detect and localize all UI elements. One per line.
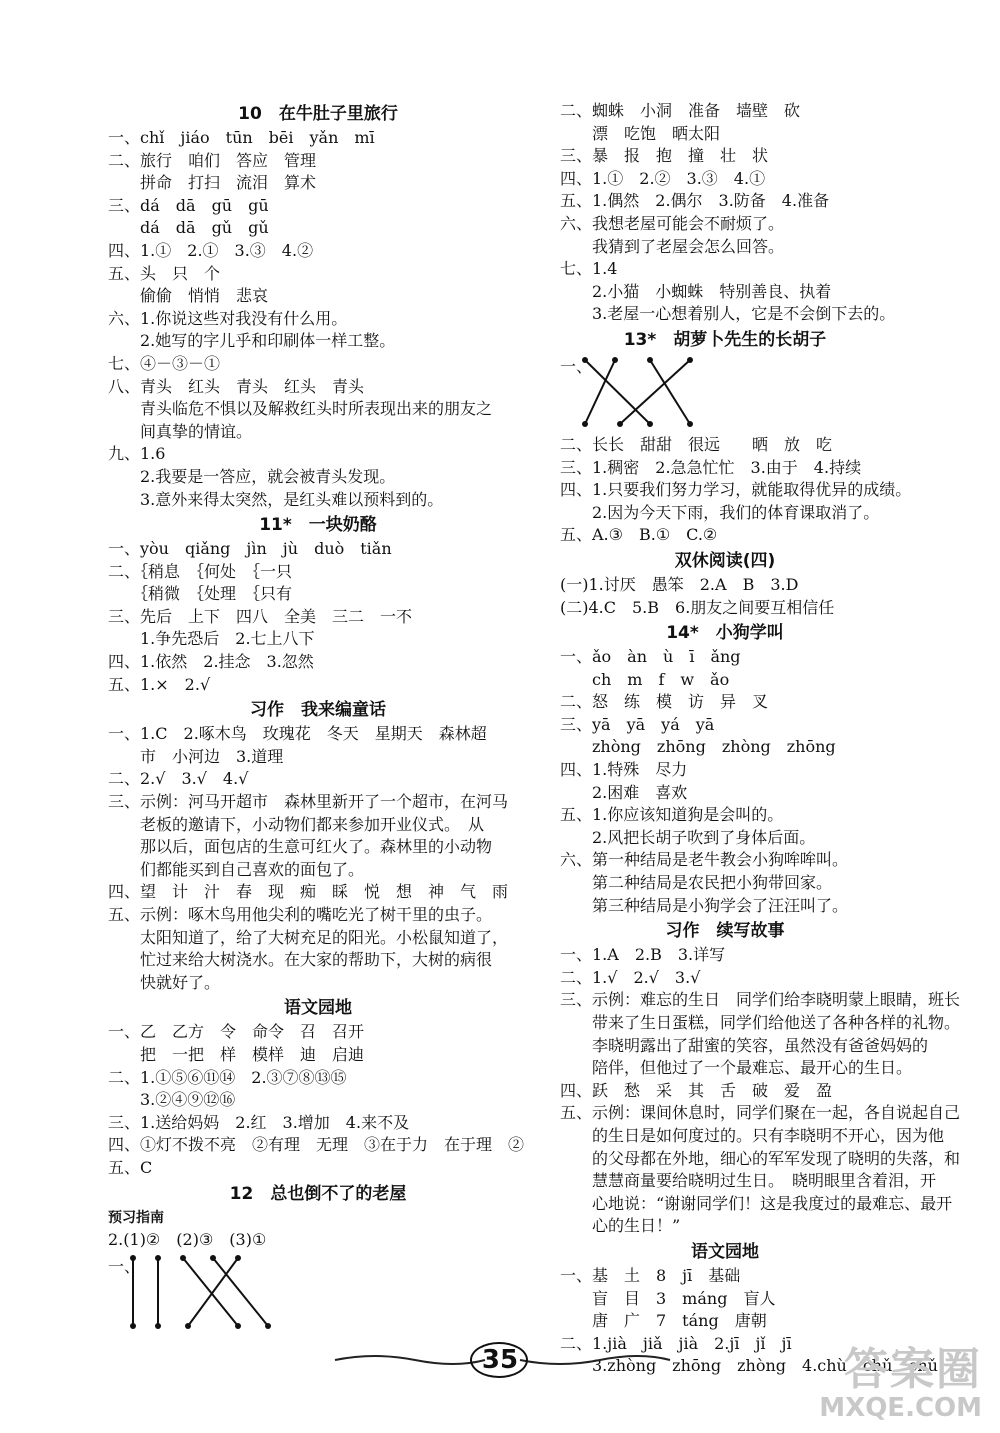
answer-line: 九、1.6 <box>108 444 166 464</box>
answer-line: ch m f w ǎo <box>560 669 730 689</box>
answer-line: 李晓明露出了甜蜜的笑容，虽然没有爸爸妈妈的 <box>560 1035 929 1055</box>
answer-line: 三、dá dā gū gū <box>108 195 269 215</box>
answer-line: 盲 目 3 máng 盲人 <box>560 1288 776 1308</box>
answer-line: 唐 广 7 táng 唐朝 <box>560 1311 767 1331</box>
matching-dot <box>687 421 693 427</box>
answer-line: zhòng zhōng zhòng zhōng <box>560 737 836 757</box>
section-title: 双休阅读(四) <box>674 550 776 571</box>
matching-dot <box>235 1255 241 1261</box>
answer-line: 四、1.只要我们努力学习，就能取得优异的成绩。 <box>560 480 912 500</box>
answer-line: 四、①灯不拨不亮 ②有理 无理 ③在于力 在于理 ② <box>108 1135 525 1155</box>
answer-line: 二、怒 练 模 访 异 叉 <box>560 692 769 712</box>
matching-line <box>585 360 650 424</box>
answer-line: 青头临危不惧以及解救红头时所表现出来的朋友之 <box>108 399 493 419</box>
answer-line: 心地说：“谢谢同学们！这是我度过的最难忘、最开 <box>560 1193 953 1213</box>
answer-line: 2.她写的字儿乎和印刷体一样工整。 <box>108 331 396 351</box>
answer-line: 三、示例：难忘的生日 同学们给李晓明蒙上眼睛，班长 <box>560 990 961 1010</box>
section-title: 语文园地 <box>691 1241 759 1262</box>
answer-line: 五、1.你应该知道狗是会叫的。 <box>560 805 784 825</box>
answer-line: 三、示例：河马开超市 森林里新开了一个超市，在河马 <box>108 792 509 812</box>
answer-line: 3.意外来得太突然，是红头难以预料到的。 <box>108 489 444 509</box>
answer-line: 快就好了。 <box>108 972 221 992</box>
answer-line: 2.因为今天下雨，我们的体育课取消了。 <box>560 502 880 522</box>
answer-line: 二、｛稍息 ｛何处 ｛一只 <box>108 561 293 581</box>
answer-line: 二、旅行 咱们 答应 管理 <box>108 150 317 170</box>
answer-line: 2.小猫 小蜘蛛 特别善良、执着 <box>560 281 832 301</box>
page-number: 35 <box>470 1340 530 1380</box>
answer-line: 太阳知道了，给了大树充足的阳光。小松鼠知道了， <box>108 927 509 947</box>
answer-line: (二)4.C 5.B 6.朋友之间要互相信任 <box>560 597 835 617</box>
matching-dot <box>235 1323 241 1329</box>
answer-line: 的生日是如何度过的。只有李晓明不开心，因为他 <box>560 1125 945 1145</box>
answer-line: 2.困难 喜欢 <box>560 782 688 802</box>
answer-line: dá dā gǔ gǔ <box>108 218 269 238</box>
answer-line: 六、1.你说这些对我没有什么用。 <box>108 308 348 328</box>
answer-line: 四、1.① 2.① 3.③ 4.② <box>108 240 314 260</box>
watermark-url: MXQE.COM <box>819 1393 982 1423</box>
answer-line: 二、1.jià jiǎ jià 2.jī jǐ jī <box>560 1333 792 1353</box>
answer-line: 二、1.√ 2.√ 3.√ <box>560 967 701 987</box>
section-title: 11* 一块奶酪 <box>259 515 377 536</box>
matching-dot <box>185 1323 191 1329</box>
section-title: 习作 我来编童话 <box>250 700 386 721</box>
section-title: 习作 续写故事 <box>665 921 785 942</box>
answer-line: 慧慧商量要给晓明过生日。 晓明眼里含着泪，开 <box>560 1171 937 1191</box>
answer-line: 二、蜘蛛 小洞 准备 墙壁 砍 <box>560 101 801 120</box>
answer-line: 第二种结局是农民把小狗带回家。 <box>560 873 833 893</box>
matching-dot <box>687 357 693 363</box>
diagram-label: 一、 <box>560 356 593 376</box>
matching-dot <box>210 1255 216 1261</box>
right-flourish <box>520 1352 670 1368</box>
watermark <box>772 1333 982 1423</box>
answer-line: 第三种结局是小狗学会了汪汪叫了。 <box>560 895 849 915</box>
answer-line: 漂 吃饱 晒太阳 <box>560 123 721 143</box>
matching-lines-icon <box>580 356 780 428</box>
left-column <box>108 100 528 1334</box>
answer-line: 一、乙 乙方 令 命令 召 召开 <box>108 1022 365 1042</box>
answer-line: 五、示例：课间休息时，同学们聚在一起，各自说起自己 <box>560 1103 961 1123</box>
answer-line: 一、yòu qiǎng jìn jù duò tiǎn <box>108 539 392 559</box>
answer-line: 四、望 计 汁 春 现 痴 睬 悦 想 神 气 雨 <box>108 882 509 902</box>
answer-line: 三、1.送给妈妈 2.红 3.增加 4.来不及 <box>108 1112 410 1132</box>
answer-line: 3.老屋一心想着别人，它是不会倒下去的。 <box>560 304 896 324</box>
matching-diagram <box>560 356 890 428</box>
answer-line: 四、1.① 2.② 3.③ 4.① <box>560 168 766 188</box>
answer-line: 那以后，面包店的生意可红火了。森林里的小动物 <box>108 837 493 857</box>
matching-dot <box>155 1323 161 1329</box>
answer-line: 五、C <box>108 1157 153 1177</box>
answer-line: 一、基 土 8 jī 基础 <box>560 1265 741 1285</box>
answer-line: 七、1.4 <box>560 259 618 279</box>
answer-line: 带来了生日蛋糕，同学们给他送了各种各样的礼物。 <box>560 1013 961 1032</box>
answer-line: (一)1.讨厌 愚笨 2.A B 3.D <box>560 574 799 594</box>
answer-line: 七、④－③－① <box>108 353 221 373</box>
matching-lines-icon <box>128 1256 328 1328</box>
answer-line: 忙过来给大树浇水。在大家的帮助下，大树的病很 <box>108 950 493 970</box>
answer-line: 老板的邀请下，小动物们都来参加开业仪式。 从 <box>108 814 485 834</box>
section-title: 13* 胡萝卜先生的长胡子 <box>623 329 827 350</box>
answer-line: 三、yā yā yá yā <box>560 714 715 734</box>
answer-line: 五、1.偶然 2.偶尔 3.防备 4.准备 <box>560 191 830 211</box>
matching-dot <box>130 1323 136 1329</box>
answer-line: 一、chǐ jiáo tūn bēi yǎn mī <box>108 128 375 147</box>
section-title: 14* 小狗学叫 <box>666 623 784 644</box>
answer-line: 一、1.A 2.B 3.详写 <box>560 945 726 965</box>
watermark-logo-text: 答案圈 <box>844 1344 982 1395</box>
section-title: 语文园地 <box>284 998 352 1019</box>
answer-line: 陪伴，但他过了一个最难忘、最开心的生日。 <box>560 1058 913 1078</box>
answer-line: 我猜到了老屋会怎么回答。 <box>560 236 785 256</box>
matching-dot <box>180 1255 186 1261</box>
answer-line: 拼命 打扫 流泪 算术 <box>108 173 317 193</box>
answer-line: 四、跃 愁 采 其 舌 破 爱 盈 <box>560 1080 833 1100</box>
answer-line: ｛稍微 ｛处理 ｛只有 <box>108 584 293 604</box>
answer-line: 们都能买到自己喜欢的面包了。 <box>108 859 365 879</box>
left-flourish <box>335 1352 485 1368</box>
answer-line: 2.风把长胡子吹到了身体后面。 <box>560 827 816 847</box>
answer-line: 三、暴 报 抱 撞 壮 状 <box>560 146 769 166</box>
matching-dot <box>647 357 653 363</box>
answer-line: 2.(1)② (2)③ (3)① <box>108 1230 267 1250</box>
answer-line: 3.zhòng zhōng zhòng 4.chù chǔ chǔ <box>560 1356 938 1376</box>
answer-line: 八、青头 红头 青头 红头 青头 <box>108 376 365 396</box>
answer-line: 五、1.× 2.√ <box>108 674 211 694</box>
answer-line: 3.②④⑨⑫⑯ <box>108 1090 236 1110</box>
answer-line: 市 小河边 3.道理 <box>108 746 284 766</box>
answer-line: 偷偷 悄悄 悲哀 <box>108 286 269 306</box>
matching-dot <box>582 421 588 427</box>
matching-dot <box>647 421 653 427</box>
matching-line <box>213 1258 268 1326</box>
matching-dot <box>265 1323 271 1329</box>
answer-line: 二、2.√ 3.√ 4.√ <box>108 769 249 789</box>
matching-dot <box>155 1255 161 1261</box>
answer-line: 一、1.C 2.啄木鸟 玫瑰花 冬天 星期天 森林超 <box>108 724 487 744</box>
answer-line: 三、1.稠密 2.急急忙忙 3.由于 4.持续 <box>560 457 862 477</box>
answer-line: 四、1.依然 2.挂念 3.忽然 <box>108 652 314 672</box>
subsection-label: 预习指南 <box>108 1209 164 1226</box>
answer-line: 1.争先恐后 2.七上八下 <box>108 629 315 649</box>
answer-line: 四、1.特殊 尽力 <box>560 760 688 780</box>
diagram-label: 一、 <box>108 1256 141 1276</box>
matching-dot <box>612 357 618 363</box>
answer-line: 2.我要是一答应，就会被青头发现。 <box>108 466 396 486</box>
matching-diagram <box>108 1256 528 1328</box>
answer-line: 五、示例：啄木鸟用他尖利的嘴吃光了树干里的虫子。 <box>108 905 493 924</box>
answer-line: 五、A.③ B.① C.② <box>560 525 718 545</box>
answer-line: 二、1.①⑤⑥⑪⑭ 2.③⑦⑧⑬⑮ <box>108 1067 347 1087</box>
answer-line: 把 一把 样 模样 迪 启迪 <box>108 1044 365 1064</box>
matching-dot <box>617 421 623 427</box>
section-title: 12 总也倒不了的老屋 <box>229 1183 407 1204</box>
answer-line: 间真挚的情谊。 <box>108 421 253 441</box>
answer-line: 二、长长 甜甜 很远 晒 放 吃 <box>560 434 833 454</box>
answer-line: 的父母都在外地，细心的军军发现了晓明的失落，和 <box>560 1148 961 1168</box>
answer-line: 六、我想老屋可能会不耐烦了。 <box>560 213 785 233</box>
section-title: 10 在牛肚子里旅行 <box>238 104 398 124</box>
answer-line: 心的生日！” <box>560 1216 681 1236</box>
answer-line: 六、第一种结局是老牛教会小狗哞哞叫。 <box>560 850 849 870</box>
answer-line: 三、先后 上下 四八 全美 三二 一不 <box>108 606 413 626</box>
answer-line: 一、ǎo àn ù ī ǎng <box>560 647 741 667</box>
answer-line: 五、头 只 个 <box>108 263 221 283</box>
